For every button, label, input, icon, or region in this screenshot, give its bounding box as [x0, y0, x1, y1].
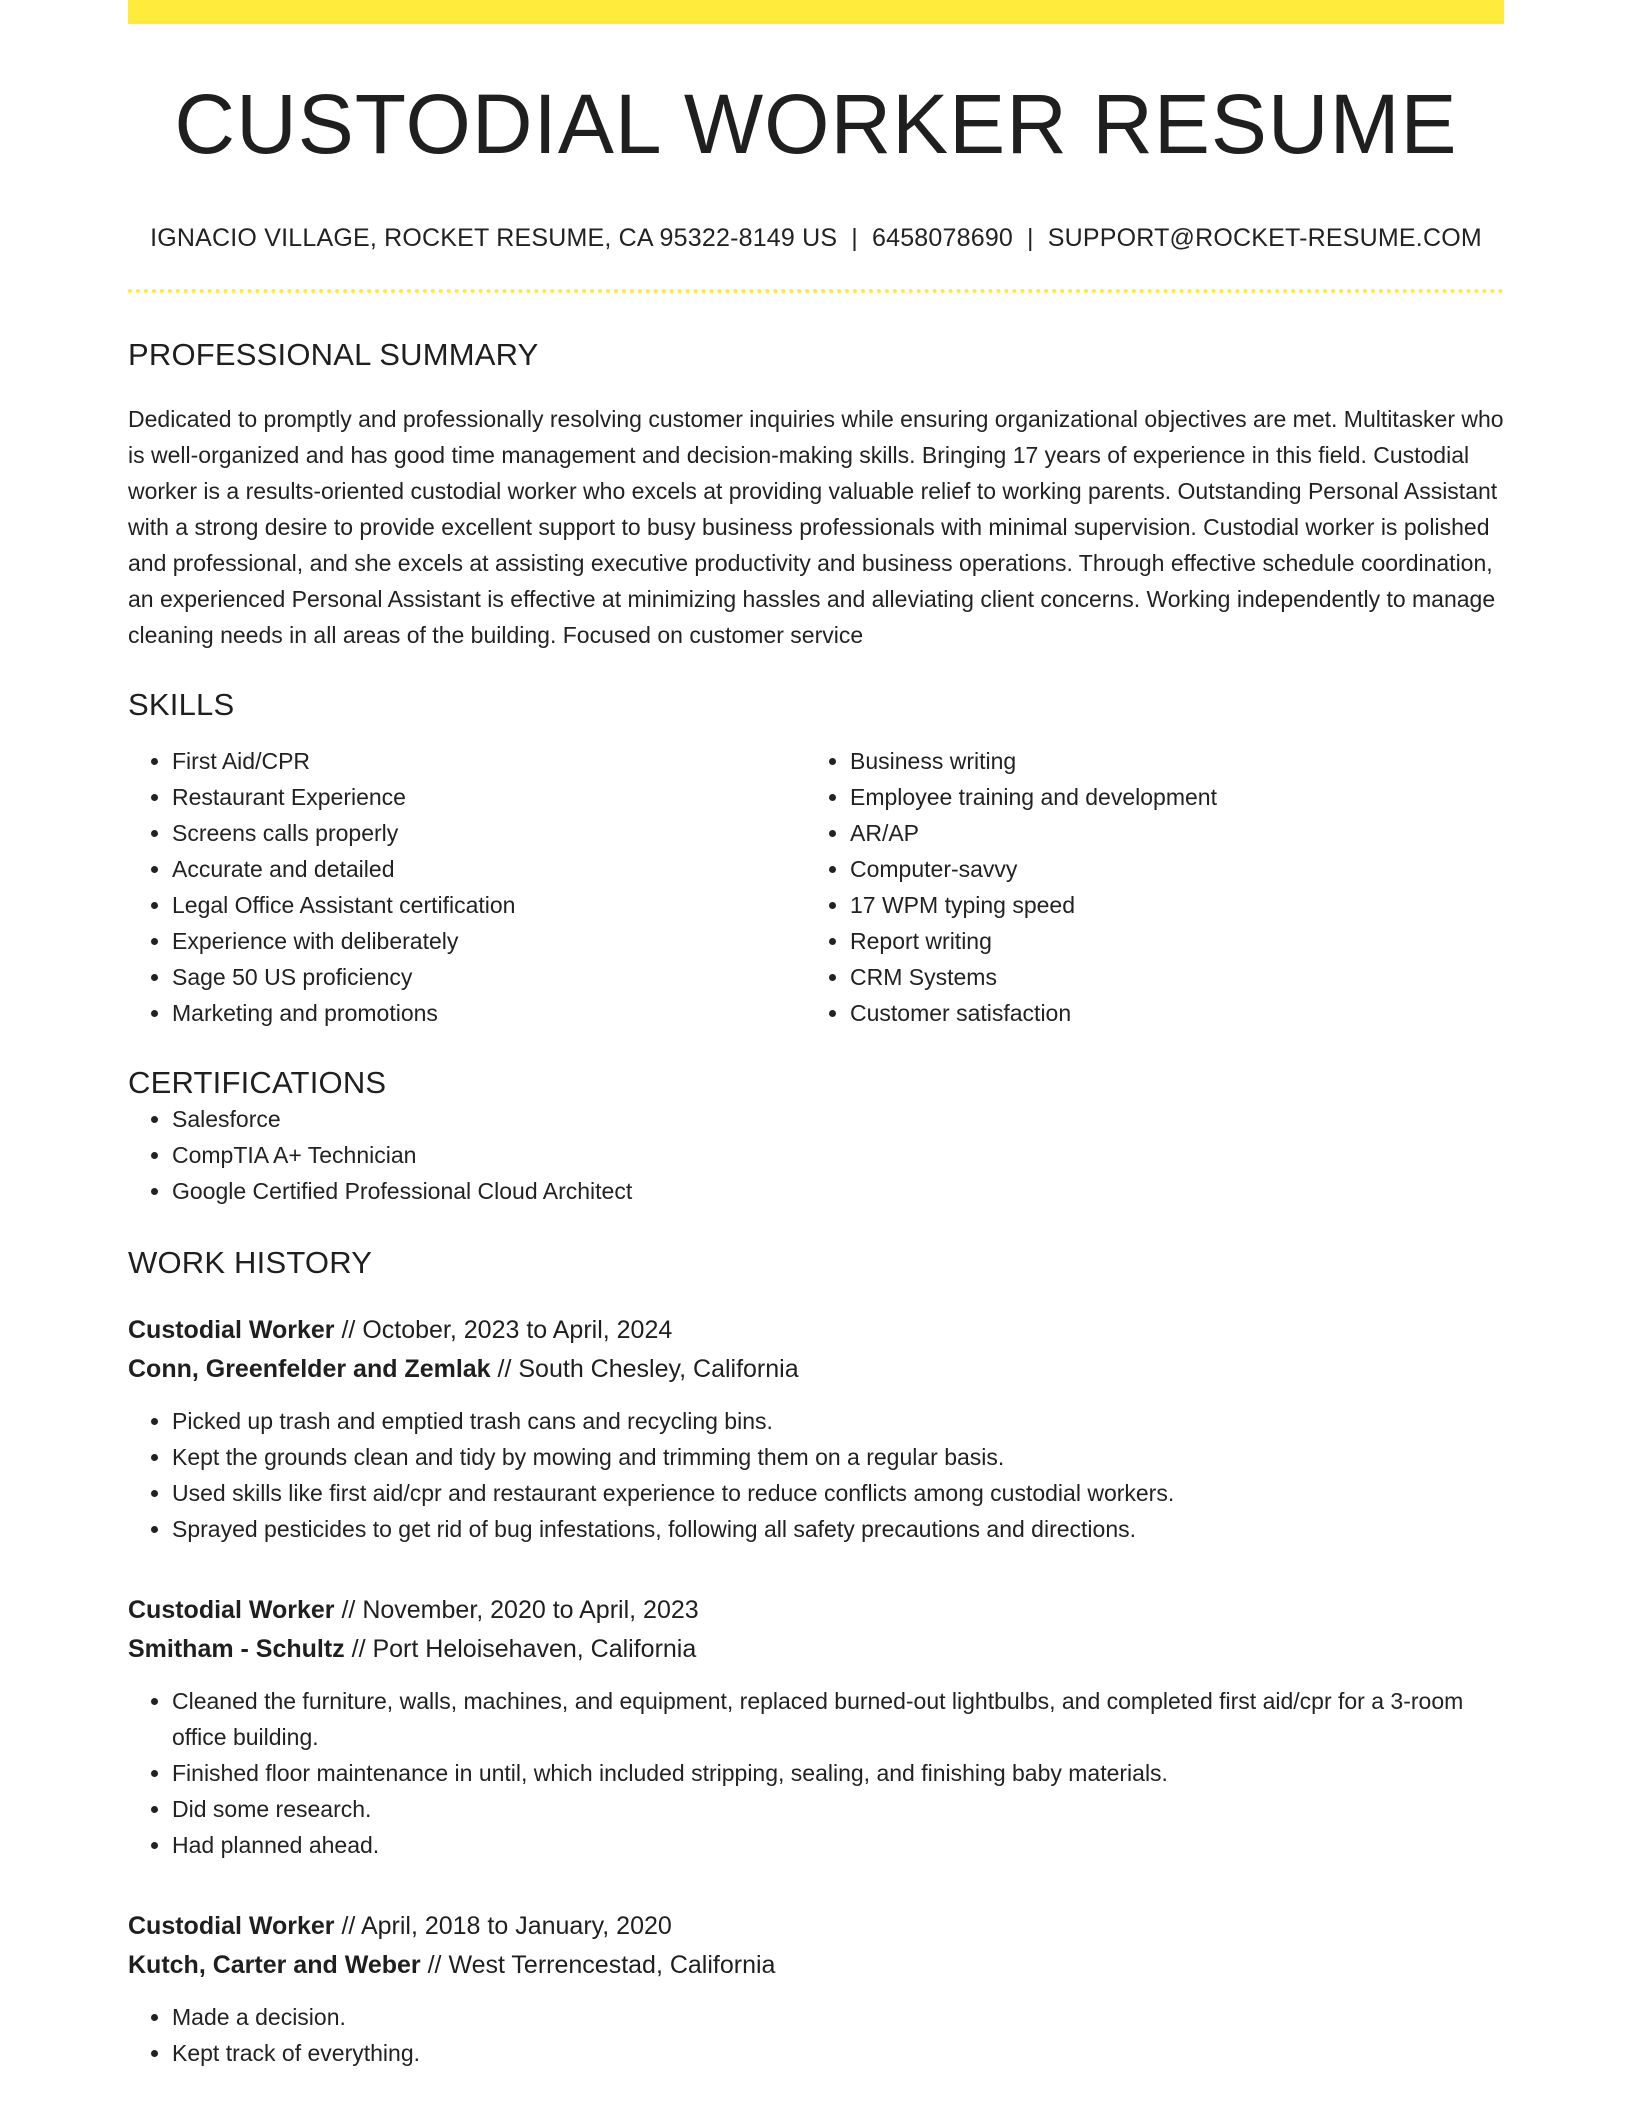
skills-list-right [806, 743, 1484, 1031]
job-dates: // November, 2020 to April, 2023 [341, 1596, 699, 1624]
skill-item: • Computer-savvy [850, 851, 1484, 887]
job-location: // West Terrencestad, California [427, 1951, 776, 1979]
job-title: Custodial Worker [128, 1596, 335, 1624]
job-title-line [128, 1591, 1504, 1630]
summary-heading: PROFESSIONAL SUMMARY [128, 337, 539, 372]
job-duty: • Did some research. [172, 1791, 1504, 1827]
accent-top-bar [128, 0, 1504, 24]
skill-item: • First Aid/CPR [172, 743, 806, 779]
skills-column-left [128, 743, 806, 1031]
job-duties-list [128, 1683, 1504, 1863]
job-company: Kutch, Carter and Weber [128, 1951, 421, 1979]
job-duty: • Kept the grounds clean and tidy by mowing and trimming them on a regular basis. [172, 1439, 1504, 1475]
contact-line [128, 224, 1504, 253]
certifications-heading: CERTIFICATIONS [128, 1065, 387, 1100]
job-entry [128, 1591, 1504, 1863]
job-title-line [128, 1311, 1504, 1350]
certifications-list [128, 1101, 1504, 1209]
skills-list-left [128, 743, 806, 1031]
work-history-heading: WORK HISTORY [128, 1245, 373, 1280]
job-location: // Port Heloisehaven, California [351, 1635, 697, 1663]
contact-phone: 6458078690 [872, 224, 1014, 252]
job-company-line [128, 1630, 1504, 1669]
job-location: // South Chesley, California [497, 1355, 799, 1383]
skill-item: • Employee training and development [850, 779, 1484, 815]
skills-column-right [806, 743, 1484, 1031]
skills-heading: SKILLS [128, 687, 235, 722]
skill-item: • Experience with deliberately [172, 923, 806, 959]
job-duty: • Had planned ahead. [172, 1827, 1504, 1863]
skill-item: • Accurate and detailed [172, 851, 806, 887]
job-title: Custodial Worker [128, 1912, 335, 1940]
job-duties-list [128, 1403, 1504, 1547]
job-entry [128, 1311, 1504, 1547]
contact-separator: | [851, 224, 858, 252]
page-title: CUSTODIAL WORKER RESUME [174, 77, 1458, 171]
skill-item: • Customer satisfaction [850, 995, 1484, 1031]
skill-item: • Business writing [850, 743, 1484, 779]
certification-item: • CompTIA A+ Technician [172, 1137, 1504, 1173]
job-duty: • Made a decision. [172, 1999, 1504, 2035]
job-company-line [128, 1946, 1504, 1985]
job-duty: • Kept track of everything. [172, 2035, 1504, 2071]
certification-item: • Salesforce [172, 1101, 1504, 1137]
job-company: Smitham - Schultz [128, 1635, 345, 1663]
job-company-line [128, 1350, 1504, 1389]
job-dates: // October, 2023 to April, 2024 [341, 1316, 673, 1344]
job-duty: • Used skills like first aid/cpr and restaurant experience to reduce conflicts among custodial workers. [172, 1475, 1504, 1511]
skill-item: • Report writing [850, 923, 1484, 959]
dotted-divider [128, 289, 1504, 293]
skill-item: • Screens calls properly [172, 815, 806, 851]
contact-email: SUPPORT@ROCKET-RESUME.COM [1047, 224, 1482, 252]
certification-item: • Google Certified Professional Cloud Architect [172, 1173, 1504, 1209]
job-entry [128, 1907, 1504, 2071]
skill-item: • Sage 50 US proficiency [172, 959, 806, 995]
contact-separator: | [1027, 224, 1034, 252]
job-title: Custodial Worker [128, 1316, 335, 1344]
resume-content [128, 0, 1504, 2071]
job-duty: • Cleaned the furniture, walls, machines, and equipment, replaced burned-out lightbulbs, and completed first aid/cpr for a 3-room office building. [172, 1683, 1504, 1755]
job-duty: • Sprayed pesticides to get rid of bug infestations, following all safety precautions and directions. [172, 1511, 1504, 1547]
job-duty: • Picked up trash and emptied trash cans and recycling bins. [172, 1403, 1504, 1439]
skill-item: • Legal Office Assistant certification [172, 887, 806, 923]
job-dates: // April, 2018 to January, 2020 [341, 1912, 672, 1940]
job-duty: • Finished floor maintenance in until, which included stripping, sealing, and finishing baby materials. [172, 1755, 1504, 1791]
skill-item: • Marketing and promotions [172, 995, 806, 1031]
skill-item: • CRM Systems [850, 959, 1484, 995]
skill-item: • 17 WPM typing speed [850, 887, 1484, 923]
skills-grid [128, 743, 1504, 1031]
skill-item: • AR/AP [850, 815, 1484, 851]
job-company: Conn, Greenfelder and Zemlak [128, 1355, 491, 1383]
contact-address: IGNACIO VILLAGE, ROCKET RESUME, CA 95322-8149 US [150, 224, 838, 252]
summary-text: Dedicated to promptly and professionally resolving customer inquiries while ensuring organizational objectives are met. Multitasker who is well-organized and has good time management and decision-making skills. Bringing 17 years of experience in this field. Custodial worker is a results-oriented custodial worker who excels at providing valuable relief to working parents. Outstanding Personal Assistant with a strong desire to provide excellent support to busy business professionals with minimal supervision. Custodial worker is polished and professional, and she excels at assisting executive productivity and business operations. Through effective schedule coordination, an experienced Personal Assistant is effective at minimizing hassles and alleviating client concerns. Working independently to manage cleaning needs in all areas of the building. Focused on customer service [128, 406, 1504, 648]
job-title-line [128, 1907, 1504, 1946]
skill-item: • Restaurant Experience [172, 779, 806, 815]
job-duties-list [128, 1999, 1504, 2071]
